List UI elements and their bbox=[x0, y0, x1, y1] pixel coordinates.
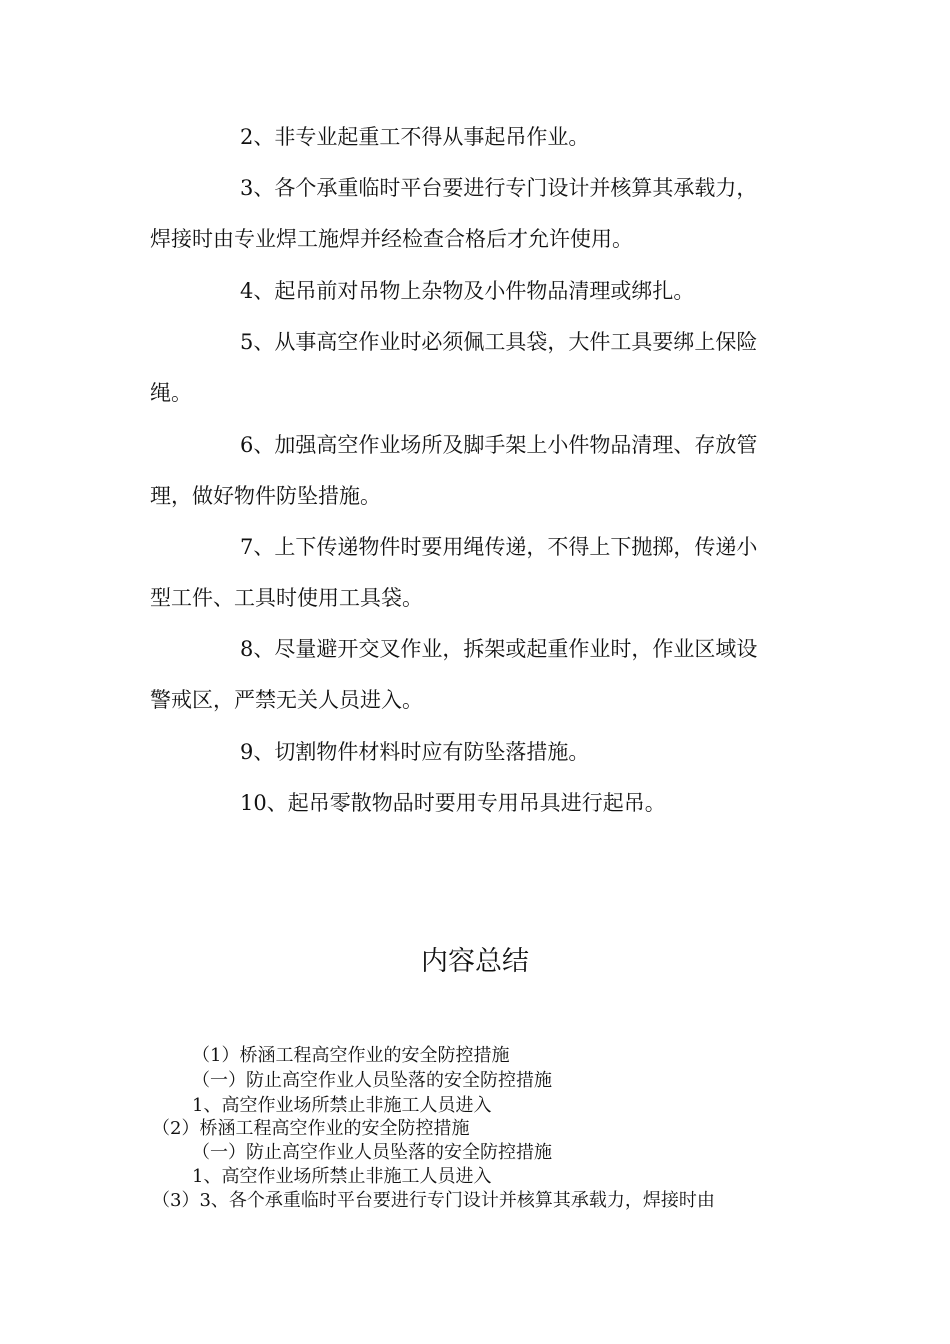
summary-title: 内容总结 bbox=[421, 946, 529, 977]
summary-line: （一）防止高空作业人员坠落的安全防控措施 bbox=[192, 1070, 552, 1091]
paragraph-10 bbox=[150, 778, 795, 829]
paragraph-3 bbox=[150, 163, 795, 265]
paragraph-8 bbox=[150, 624, 795, 726]
paragraph-line: 3、各个承重临时平台要进行专门设计并核算其承载力， bbox=[240, 176, 758, 200]
paragraph-line: 9、切割物件材料时应有防坠落措施。 bbox=[240, 740, 590, 764]
paragraph-line: 7、上下传递物件时要用绳传递，不得上下抛掷，传递小 bbox=[240, 535, 758, 559]
summary-line: （3）3、各个承重临时平台要进行专门设计并核算其承载力，焊接时由 bbox=[152, 1190, 715, 1211]
summary-line: 1、高空作业场所禁止非施工人员进入 bbox=[192, 1095, 492, 1116]
paragraph-line: 警戒区，严禁无关人员进入。 bbox=[150, 688, 423, 712]
summary-line: （2）桥涵工程高空作业的安全防控措施 bbox=[152, 1118, 470, 1139]
paragraph-5 bbox=[150, 317, 795, 419]
paragraph-line: 10、起吊零散物品时要用专用吊具进行起吊。 bbox=[240, 791, 666, 815]
paragraph-line: 8、尽量避开交叉作业，拆架或起重作业时，作业区域设 bbox=[240, 637, 758, 661]
paragraph-6 bbox=[150, 420, 795, 522]
summary-line: 1、高空作业场所禁止非施工人员进入 bbox=[192, 1166, 492, 1187]
paragraph-line: 2、非专业起重工不得从事起吊作业。 bbox=[240, 125, 590, 149]
paragraph-line: 5、从事高空作业时必须佩工具袋，大件工具要绑上保险 bbox=[240, 330, 758, 354]
paragraph-4 bbox=[150, 266, 795, 317]
paragraph-line: 6、加强高空作业场所及脚手架上小件物品清理、存放管 bbox=[240, 433, 758, 457]
paragraph-2 bbox=[150, 112, 795, 163]
paragraph-9 bbox=[150, 727, 795, 778]
summary-line: （1）桥涵工程高空作业的安全防控措施 bbox=[192, 1045, 510, 1066]
paragraph-line: 焊接时由专业焊工施焊并经检查合格后才允许使用。 bbox=[150, 227, 633, 251]
summary-line: （一）防止高空作业人员坠落的安全防控措施 bbox=[192, 1142, 552, 1163]
paragraph-line: 4、起吊前对吊物上杂物及小件物品清理或绑扎。 bbox=[240, 279, 695, 303]
paragraph-7 bbox=[150, 522, 795, 624]
paragraph-line: 绳。 bbox=[150, 381, 192, 405]
paragraph-line: 理，做好物件防坠措施。 bbox=[150, 484, 381, 508]
paragraph-line: 型工件、工具时使用工具袋。 bbox=[150, 586, 423, 610]
